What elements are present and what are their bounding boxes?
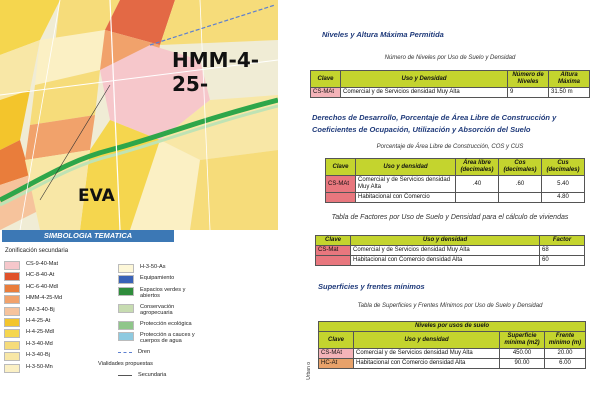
table-cell: Habitacional con Comercio densidad Alta: [354, 359, 500, 369]
table-header: Clave: [316, 236, 351, 246]
legend-swatch: [118, 304, 134, 313]
table-cell: [326, 193, 356, 203]
table-cell: CS-Mat: [316, 246, 351, 256]
legend-title: SIMBOLOGIA TEMATICA: [2, 230, 174, 242]
legend-column-left: [4, 261, 62, 375]
legend-item: Espacios verdes y abiertos: [118, 287, 200, 304]
regulation-document: [300, 0, 600, 400]
table-cell: 9: [508, 88, 549, 98]
legend-item: Dren: [118, 349, 200, 360]
legend-item: H-3-50-As: [118, 264, 200, 275]
legend-swatch: [118, 264, 134, 273]
road-line-icon: [118, 375, 132, 376]
legend-swatch: [4, 318, 20, 327]
legend-item: Protección ecológica: [118, 321, 200, 332]
zone-label-eva: EVA: [78, 186, 115, 206]
table-cell: Comercial y de Servicios densidad Muy Alta: [354, 349, 500, 359]
table-cell: 90.00: [500, 359, 545, 369]
zoning-map[interactable]: [0, 0, 278, 230]
caption-derechos: Porcentaje de Área Libre de Construcción, COS y CUS: [376, 144, 524, 150]
caption-niveles: Número de Niveles por Uso de Suelo y Densidad: [384, 55, 516, 61]
legend-swatch: [118, 332, 134, 341]
table-header: Uso y densidad: [351, 236, 540, 246]
legend-swatch: [4, 295, 20, 304]
legend-item: Vialidades propuestas: [98, 360, 153, 367]
table-header: Superficie mínima (m2): [500, 332, 545, 349]
legend-swatch: [4, 364, 20, 373]
legend-item: Equipamiento: [118, 275, 200, 286]
table-cell: 6.00: [545, 359, 586, 369]
legend-panel: [0, 230, 278, 400]
table-header: Área libre (decimales): [456, 159, 499, 176]
table-cell: HC-At: [319, 359, 354, 369]
table-niveles: [310, 70, 590, 98]
caption-superficies: Tabla de Superficies y Frentes Mínimos por Uso de Suelo y Densidad: [357, 303, 543, 309]
table-factores: [315, 235, 585, 266]
legend-item: H-4-25-At: [4, 318, 62, 329]
zone-label-hmm: HMM-4-25-: [172, 48, 260, 96]
section-title-niveles: Niveles y Altura Máxima Permitida: [322, 30, 444, 39]
table-cos-cus: [325, 158, 585, 203]
table-header: Cos (decimales): [499, 159, 542, 176]
table-header: Uso y densidad: [356, 159, 456, 176]
table-superficies: [318, 321, 586, 369]
table-cell: Comercial y de Servicios densidad Muy Alta: [351, 246, 540, 256]
legend-item: CS-9-40-Mat: [4, 261, 62, 272]
legend-item: H-3-40-Bj: [4, 352, 62, 363]
legend-item: HMM-4-25-Md: [4, 295, 62, 306]
table-header: Clave: [311, 71, 341, 88]
legend-item: Secundaria: [118, 372, 200, 383]
legend-item: HC-8-40-At: [4, 272, 62, 283]
legend-swatch: [4, 341, 20, 350]
table-header: Factor: [540, 236, 585, 246]
table-cell: 450.00: [500, 349, 545, 359]
legend-column-right: [98, 264, 200, 383]
table-cell: 68: [540, 246, 585, 256]
table-header: Altura Máxima: [549, 71, 590, 88]
legend-item: H-3-50-Mn: [4, 364, 62, 375]
table-cell: CS-MAt: [326, 176, 356, 193]
table-cell: CS-MAt: [311, 88, 341, 98]
legend-swatch: [118, 275, 134, 284]
legend-swatch: [4, 261, 20, 270]
legend-swatch: [4, 307, 20, 316]
table-header: Uso y Densidad: [341, 71, 508, 88]
legend-item: H-3-40-Md: [4, 341, 62, 352]
legend-item: H-4-25-Mdl: [4, 329, 62, 340]
table-header: Frente mínimo (m): [545, 332, 586, 349]
table-cell: 20.00: [545, 349, 586, 359]
legend-subtitle: Zonificación secundaria: [5, 248, 69, 254]
table-cell: [499, 193, 542, 203]
table-group-header: Niveles por usos de suelo: [319, 322, 586, 332]
table-header: Número de Niveles: [508, 71, 549, 88]
dren-line-icon: [118, 352, 132, 353]
legend-item: HC-6-40-Mdl: [4, 284, 62, 295]
legend-item: HM-3-40-Bj: [4, 307, 62, 318]
table-cell: 60: [540, 256, 585, 266]
table-cell: Habitacional con Comercio densidad Alta: [351, 256, 540, 266]
section-title-derechos: Derechos de Desarrollo, Porcentaje de Área Libre de Construcción y Coeficientes de Ocupación, Utilización y Absorción del Suelo: [312, 113, 557, 134]
table-header: Cus (decimales): [542, 159, 585, 176]
table-header: Clave: [326, 159, 356, 176]
caption-factores: Tabla de Factores por Uso de Suelo y Densidad para el cálculo de viviendas: [331, 214, 569, 221]
table-cell: .60: [499, 176, 542, 193]
table-cell: 4.80: [542, 193, 585, 203]
legend-item: Protección a cauces y cuerpos de agua: [118, 332, 200, 349]
legend-swatch: [4, 272, 20, 281]
legend-swatch: [118, 321, 134, 330]
map-canvas: [0, 0, 278, 230]
legend-swatch: [118, 287, 134, 296]
table-cell: Habitacional con Comercio: [356, 193, 456, 203]
table-cell: CS-MAt: [319, 349, 354, 359]
table-header: Uso y densidad: [354, 332, 500, 349]
table-cell: [316, 256, 351, 266]
table-cell: [456, 193, 499, 203]
table-cell: 31.50 m: [549, 88, 590, 98]
legend-swatch: [4, 352, 20, 361]
table-cell: 5.40: [542, 176, 585, 193]
table-cell: .40: [456, 176, 499, 193]
legend-swatch: [4, 329, 20, 338]
legend-swatch: [4, 284, 20, 293]
side-label: Urban o: [306, 362, 312, 380]
table-header: Clave: [319, 332, 354, 349]
section-title-superficies: Superficies y frentes mínimos: [318, 282, 425, 291]
table-cell: Comercial y de Servicios densidad Muy Alta: [356, 176, 456, 193]
legend-item: Conservación agropecuaria: [118, 304, 200, 321]
table-cell: Comercial y de Servicios densidad Muy Alta: [341, 88, 508, 98]
